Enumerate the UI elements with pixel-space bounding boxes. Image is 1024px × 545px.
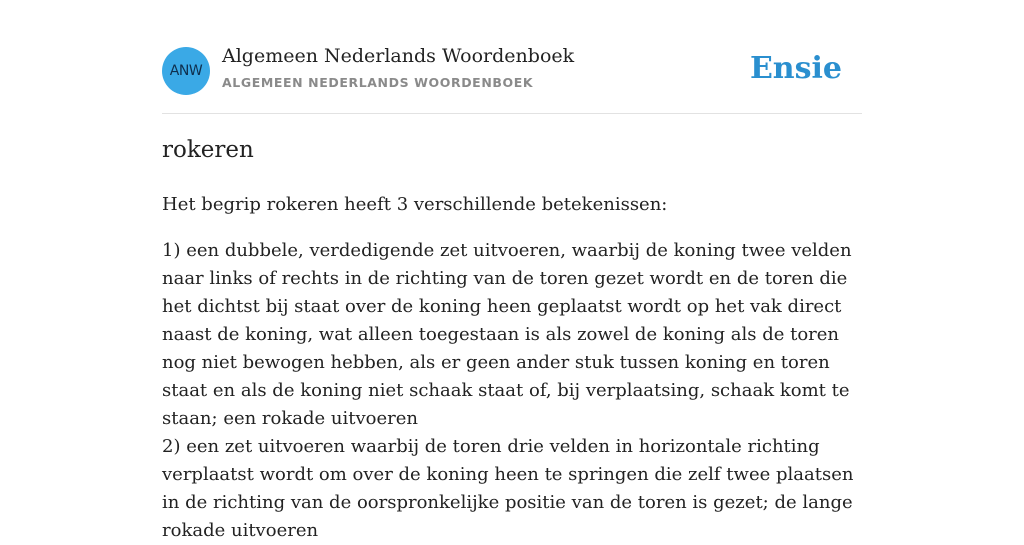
source-subtitle: ALGEMEEN NEDERLANDS WOORDENBOEK — [222, 75, 534, 90]
ensie-brand-logo[interactable]: Ensie — [749, 51, 842, 86]
meaning-item: 2) een zet uitvoeren waarbij de toren drie velden in horizontale richting verplaatst wordt om over de koning heen te springen die zelf twee plaatsen in de richting van de oorspronkelijke positie van de toren is gezet; de lange rokade uitvoeren — [162, 436, 854, 541]
anw-logo[interactable]: ANW — [162, 47, 210, 95]
meanings-list — [162, 237, 862, 545]
meaning-item: 1) een dubbele, verdedigende zet uitvoeren, waarbij de koning twee velden naar links of rechts in de richting van de toren gezet wordt en de toren die het dichtst bij staat over de koning heen geplaatst wordt op het vak direct naast de koning, wat alleen toegestaan is als zowel de koning als de toren nog niet bewogen hebben, als er geen ander stuk tussen koning en toren staat en als de koning niet schaak staat of, bij verplaatsing, schaak komt te staan; een rokade uitvoeren — [162, 240, 852, 429]
entry-term: rokeren — [162, 137, 254, 163]
page-container — [162, 0, 862, 541]
entry-intro: Het begrip rokeren heeft 3 verschillende betekenissen: — [162, 194, 668, 215]
header — [162, 0, 862, 114]
source-name[interactable]: Algemeen Nederlands Woordenboek — [222, 45, 575, 67]
